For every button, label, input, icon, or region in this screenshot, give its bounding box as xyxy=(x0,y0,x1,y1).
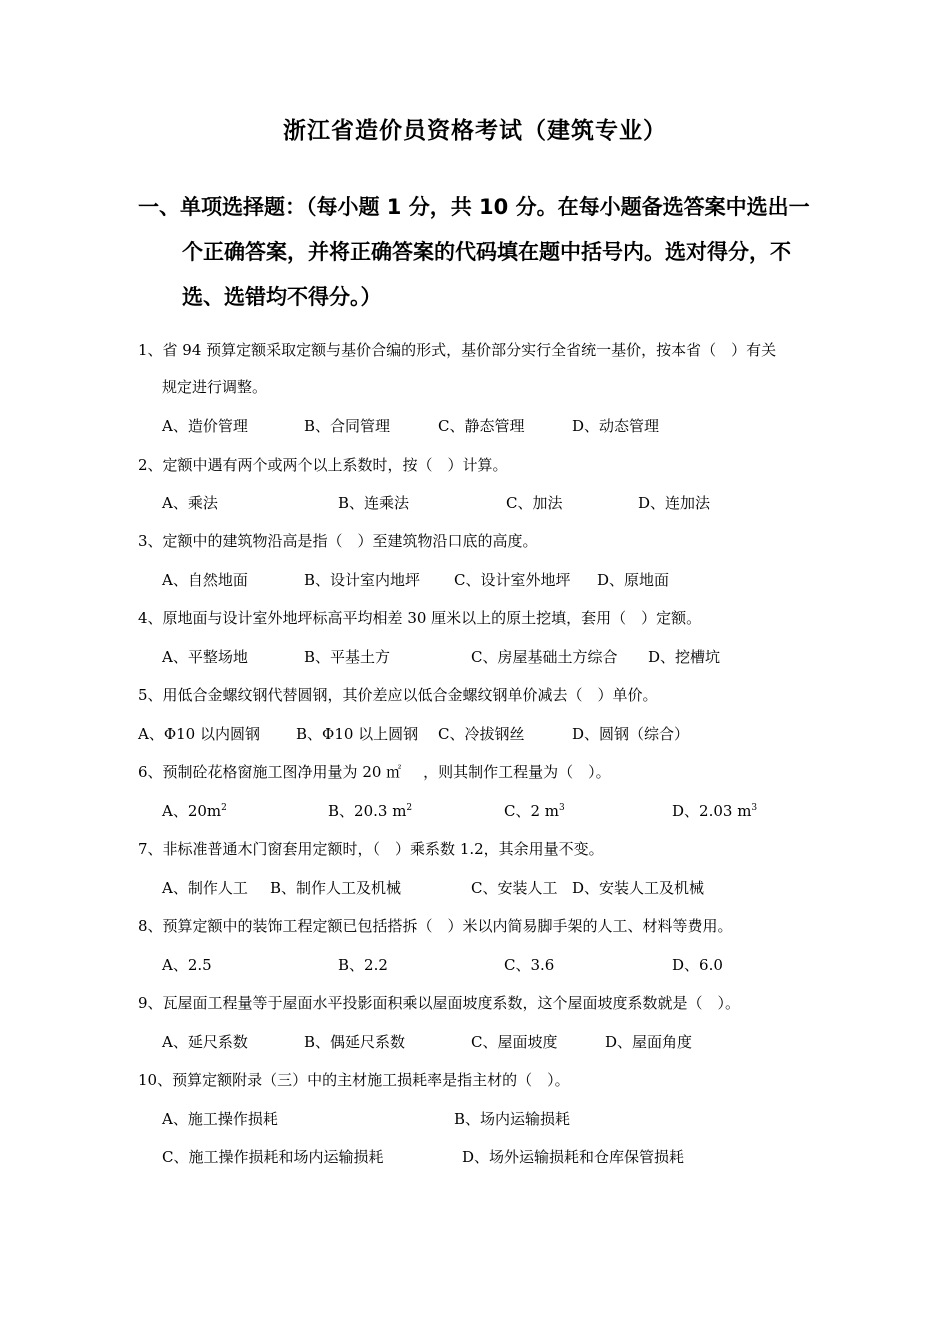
question-8-option-c[interactable]: C、3.6 xyxy=(504,956,555,974)
question-6-stem xyxy=(138,761,611,782)
question-4-stem: 4、原地面与设计室外地坪标高平均相差 30 厘米以上的原土挖填，套用（ ）定额。 xyxy=(138,609,702,627)
question-4-option-b[interactable]: B、平基土方 xyxy=(304,648,391,666)
question-10-option-a[interactable]: A、施工操作损耗 xyxy=(162,1110,278,1128)
question-5-option-c[interactable]: C、冷拔钢丝 xyxy=(438,725,525,743)
question-6-stem-part-1: 6、预制砼花格窗施工图净用量为 20 ㎡ xyxy=(138,763,402,781)
question-3-option-c[interactable]: C、设计室外地坪 xyxy=(454,571,571,589)
question-3-option-b[interactable]: B、设计室内地坪 xyxy=(304,571,421,589)
question-2-option-a[interactable]: A、乘法 xyxy=(162,494,218,512)
question-8-option-d[interactable]: D、6.0 xyxy=(672,956,723,974)
question-7-stem: 7、非标准普通木门窗套用定额时，（ ）乘系数 1.2，其余用量不变。 xyxy=(138,840,604,858)
question-6-option-c[interactable]: C、2 $m^3$ xyxy=(504,802,565,820)
question-9-option-a[interactable]: A、延尺系数 xyxy=(162,1033,248,1051)
question-8-option-a[interactable]: A、2.5 xyxy=(162,956,212,974)
section-instructions-line-3: 选、选错均不得分。） xyxy=(182,285,382,309)
question-7-option-b[interactable]: B、制作人工及机械 xyxy=(270,879,402,897)
question-9-stem: 9、瓦屋面工程量等于屋面水平投影面积乘以屋面坡度系数，这个屋面坡度系数就是（ ）。 xyxy=(138,994,741,1012)
question-8-stem: 8、预算定额中的装饰工程定额已包括搭拆（ ）米以内简易脚手架的人工、材料等费用。 xyxy=(138,917,733,935)
question-2-option-b[interactable]: B、连乘法 xyxy=(338,494,410,512)
question-10-option-c[interactable]: C、施工操作损耗和场内运输损耗 xyxy=(162,1148,384,1166)
section-instructions-line-1: 一、单项选择题：（每小题 1 分，共 10 分。在每小题备选答案中选出一 xyxy=(138,195,810,219)
question-6-stem-part-2: ，则其制作工程量为（ ）。 xyxy=(423,763,611,781)
question-3-option-d[interactable]: D、原地面 xyxy=(597,571,670,589)
question-9-option-b[interactable]: B、偶延尺系数 xyxy=(304,1033,406,1051)
question-3-stem: 3、定额中的建筑物沿高是指（ ）至建筑物沿口底的高度。 xyxy=(138,532,538,550)
question-2-option-d[interactable]: D、连加法 xyxy=(638,494,711,512)
question-1-stem-continued: 规定进行调整。 xyxy=(162,378,268,396)
question-4-option-c[interactable]: C、房屋基础土方综合 xyxy=(471,648,618,666)
question-1-stem: 1、省 94 预算定额采取定额与基价合编的形式，基价部分实行全省统一基价，按本省（ ）有关 xyxy=(138,341,777,359)
section-instructions-line-2: 个正确答案，并将正确答案的代码填在题中括号内。选对得分，不 xyxy=(182,240,791,264)
question-3-option-a[interactable]: A、自然地面 xyxy=(162,571,248,589)
question-4-option-a[interactable]: A、平整场地 xyxy=(162,648,248,666)
question-5-option-d[interactable]: D、圆钢（综合） xyxy=(572,725,690,743)
question-10-stem: 10、预算定额附录（三）中的主材施工损耗率是指主材的（ ）。 xyxy=(138,1071,570,1089)
question-5-stem: 5、用低合金螺纹钢代替圆钢，其价差应以低合金螺纹钢单价减去（ ）单价。 xyxy=(138,686,658,704)
question-7-option-c[interactable]: C、安装人工 xyxy=(471,879,558,897)
question-5-option-b[interactable]: B、Φ10 以上圆钢 xyxy=(296,725,419,743)
question-1-option-a[interactable]: A、造价管理 xyxy=(162,417,248,435)
question-6-option-d[interactable]: D、2.03 $m^3$ xyxy=(672,802,758,820)
question-8-option-b[interactable]: B、2.2 xyxy=(338,956,388,974)
question-1-option-c[interactable]: C、静态管理 xyxy=(438,417,525,435)
question-9-option-c[interactable]: C、屋面坡度 xyxy=(471,1033,558,1051)
question-6-option-b[interactable]: B、20.3 $m^2$ xyxy=(328,802,413,820)
page-title: 浙江省造价员资格考试（建筑专业） xyxy=(283,117,667,144)
question-4-option-d[interactable]: D、挖槽坑 xyxy=(648,648,721,666)
question-10-option-d[interactable]: D、场外运输损耗和仓库保管损耗 xyxy=(462,1148,685,1166)
question-1-option-d[interactable]: D、动态管理 xyxy=(572,417,660,435)
question-5-option-a[interactable]: A、Φ10 以内圆钢 xyxy=(138,725,260,743)
question-9-option-d[interactable]: D、屋面角度 xyxy=(605,1033,693,1051)
question-6-option-a[interactable]: A、$20m^2$ xyxy=(162,802,227,820)
question-7-option-d[interactable]: D、安装人工及机械 xyxy=(572,879,705,897)
question-7-option-a[interactable]: A、制作人工 xyxy=(162,879,248,897)
question-2-option-c[interactable]: C、加法 xyxy=(506,494,563,512)
question-2-stem: 2、定额中遇有两个或两个以上系数时，按（ ）计算。 xyxy=(138,456,508,474)
question-10-option-b[interactable]: B、场内运输损耗 xyxy=(454,1110,571,1128)
question-1-option-b[interactable]: B、合同管理 xyxy=(304,417,391,435)
